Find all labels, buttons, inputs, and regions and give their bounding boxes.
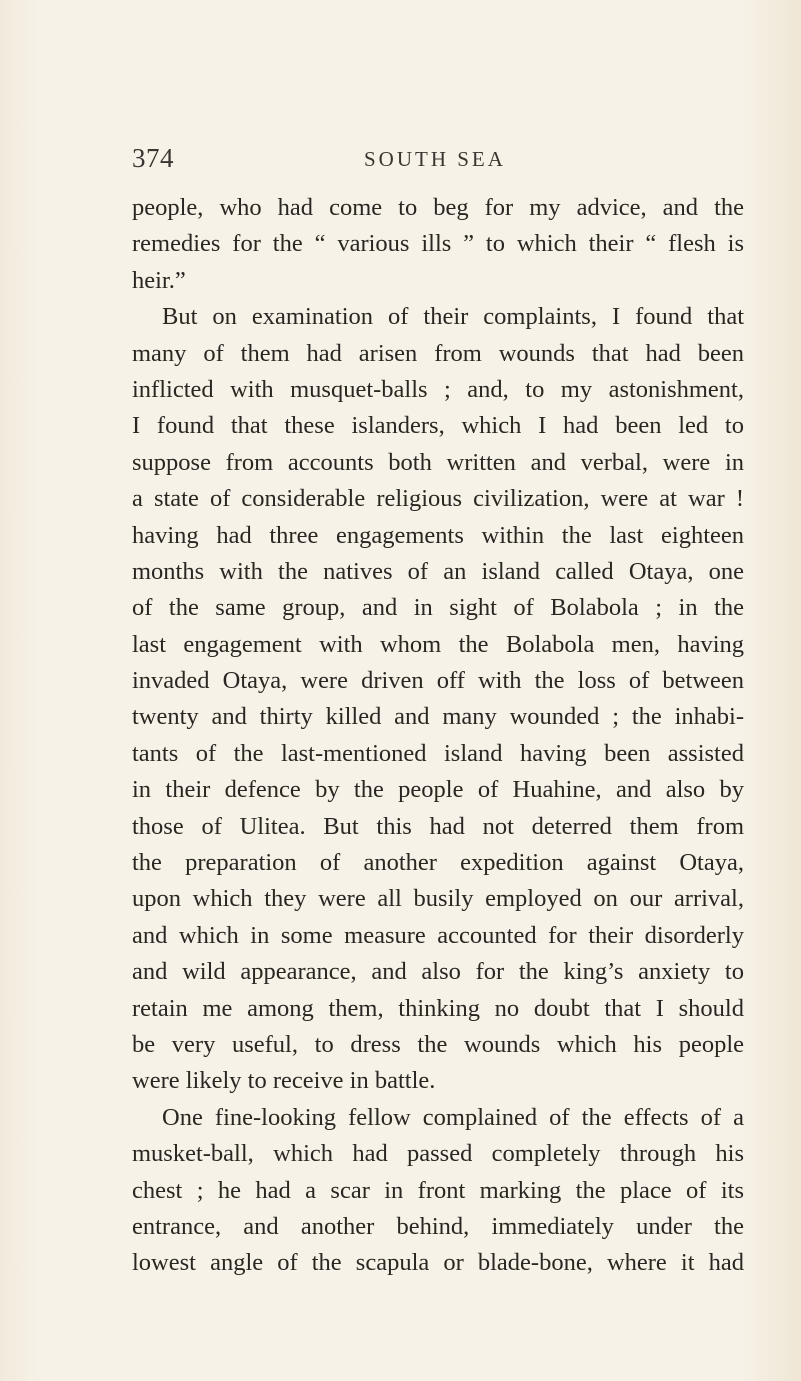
text-line: people, who had come to beg for my advice, and the xyxy=(132,194,744,221)
text-line: chest ; he had a scar in front marking the place of its xyxy=(132,1176,744,1204)
text-line: suppose from accounts both written and verbal, were in xyxy=(132,448,744,476)
text-line: I found that these islanders, which I had been led to xyxy=(132,412,744,440)
text-line: lowest angle of the scapula or blade-bone, where it had xyxy=(132,1249,744,1277)
text-line: having had three engagements within the last eighteen xyxy=(132,521,744,549)
text-line: and wild appearance, and also for the king’s anxiety to xyxy=(132,958,744,986)
text-line: invaded Otaya, were driven off with the loss of between xyxy=(132,667,744,695)
text-line: those of Ulitea. But this had not deterred them from xyxy=(132,812,744,840)
text-line: the preparation of another expedition against Otaya, xyxy=(132,849,744,877)
text-line: entrance, and another behind, immediately under the xyxy=(132,1212,744,1240)
text-line: many of them had arisen from wounds that had been xyxy=(132,339,744,367)
text-line: were likely to receive in battle. xyxy=(132,1067,436,1095)
text-line: One fine-looking fellow complained of the effects of a xyxy=(162,1103,744,1131)
text-line: But on examination of their complaints, I found that xyxy=(162,303,744,331)
text-line: months with the natives of an island called Otaya, one xyxy=(132,557,744,585)
running-title: SOUTH SEA xyxy=(364,147,506,171)
text-line: musket-ball, which had passed completely through his xyxy=(132,1140,744,1168)
page-number: 374 xyxy=(132,143,174,173)
text-line: twenty and thirty killed and many wounded ; the inhabi- xyxy=(132,703,744,731)
text-line: remedies for the “ various ills ” to which their “ flesh is xyxy=(132,230,744,258)
text-line: upon which they were all busily employed on our arrival, xyxy=(132,885,744,913)
text-line: a state of considerable religious civilization, were at war ! xyxy=(132,485,744,513)
text-line: last engagement with whom the Bolabola men, having xyxy=(132,630,744,658)
text-line: retain me among them, thinking no doubt that I should xyxy=(132,994,744,1022)
running-head xyxy=(132,143,742,173)
text-line: tants of the last-mentioned island having been assisted xyxy=(132,739,744,767)
text-line: inflicted with musquet-balls ; and, to my astonishment, xyxy=(132,375,744,403)
text-line: of the same group, and in sight of Bolabola ; in the xyxy=(132,594,744,622)
text-line: be very useful, to dress the wounds which his people xyxy=(132,1030,744,1058)
body-text xyxy=(132,190,744,1282)
text-line: and which in some measure accounted for their disorderly xyxy=(132,921,744,949)
text-line: in their defence by the people of Huahine, and also by xyxy=(132,776,744,804)
text-line: heir.” xyxy=(132,266,186,294)
